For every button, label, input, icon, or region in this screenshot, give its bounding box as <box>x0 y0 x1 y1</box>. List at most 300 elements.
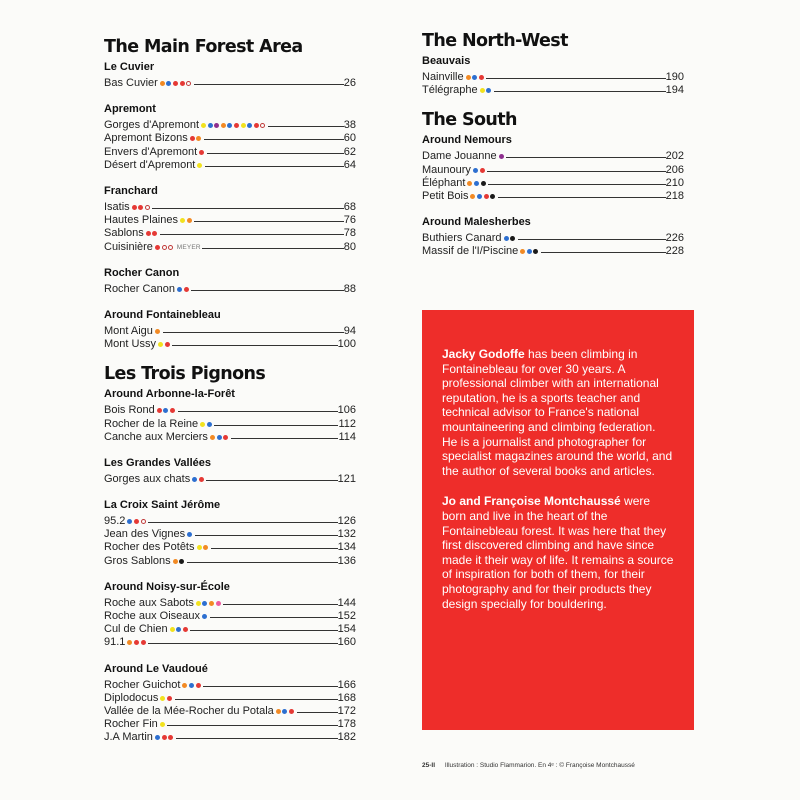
section-the-main-forest-area <box>104 36 356 351</box>
toc-entry <box>104 718 356 731</box>
page-number: 166 <box>337 678 356 691</box>
entry-name: Rocher Canon <box>104 282 175 295</box>
page-number: 144 <box>337 596 356 609</box>
leader-line <box>152 208 343 209</box>
circuit-dot-orange <box>203 545 208 550</box>
circuit-dot-yellow <box>160 696 165 701</box>
entry-name: Maunoury <box>422 163 471 176</box>
circuit-dot-red <box>146 231 151 236</box>
leader-line <box>148 643 337 644</box>
difficulty-dots <box>201 123 267 128</box>
page-number: 62 <box>343 145 356 158</box>
difficulty-dots <box>210 435 230 440</box>
circuit-dot-yellow <box>197 163 202 168</box>
entry-name: Bas Cuvier <box>104 77 158 90</box>
toc-entry <box>422 164 684 177</box>
difficulty-dots <box>197 545 210 550</box>
difficulty-dots <box>202 614 209 619</box>
difficulty-dots <box>127 640 147 645</box>
circuit-dot-yellow <box>160 722 165 727</box>
circuit-dot-yellow <box>158 342 163 347</box>
bio-text-godoffe: has been climbing in Fontainebleau for over 30 years. A professional climber with an international reputation, he is a sports teacher and technical advisor to France's national mountaineering and climbing federation. He is a journalist and photographer for specialist magazines around the world, and the author of several books and articles. <box>442 347 673 478</box>
circuit-dot-red <box>254 123 259 128</box>
toc-entry <box>104 159 356 172</box>
bio-name-godoffe: Jacky Godoffe <box>442 347 525 361</box>
group-around-le-vaudoue <box>104 662 356 745</box>
group-title: Beauvais <box>422 55 471 67</box>
circuit-dot-yellow <box>241 123 246 128</box>
circuit-dot-orange <box>187 218 192 223</box>
group-title: Around Malesherbes <box>422 216 531 229</box>
leader-line <box>204 139 344 140</box>
leader-line <box>486 78 665 79</box>
leader-line <box>187 562 338 563</box>
difficulty-dots <box>132 205 152 210</box>
toc-entry <box>422 190 684 203</box>
entry-name: Cul de Chien <box>104 623 168 636</box>
difficulty-dots <box>158 342 171 347</box>
leader-line <box>190 630 337 631</box>
leader-line <box>487 171 666 172</box>
circuit-dot-yellow <box>480 88 485 93</box>
toc-entry <box>104 515 356 528</box>
leader-line <box>163 332 344 333</box>
circuit-dot-blue <box>477 194 482 199</box>
entry-name: Mont Ussy <box>104 338 156 351</box>
difficulty-dots <box>160 696 173 701</box>
toc-entry <box>104 473 356 486</box>
group-around-noisy-sur-ecole <box>104 580 356 650</box>
circuit-dot-red <box>183 627 188 632</box>
group-le-cuvier <box>104 60 356 90</box>
page-number: 136 <box>337 554 356 567</box>
entry-name: Bois Rond <box>104 404 155 417</box>
page-number: 88 <box>343 282 356 295</box>
entry-name: Gorges d'Apremont <box>104 119 200 132</box>
group-around-fontainebleau <box>104 308 356 351</box>
leader-line <box>223 604 337 605</box>
difficulty-dots <box>192 477 205 482</box>
section-title: The South <box>422 110 517 131</box>
entry-name: Éléphant <box>422 176 466 189</box>
circuit-dot-blue <box>155 735 160 740</box>
difficulty-dots <box>173 559 186 564</box>
circuit-dot-orange <box>466 75 471 80</box>
page-number: 76 <box>343 214 356 227</box>
toc-entry <box>104 431 356 444</box>
leader-line <box>205 166 344 167</box>
section-title: The North-West <box>422 31 568 51</box>
circuit-dot-yellow <box>200 422 205 427</box>
circuit-dot-red <box>199 150 204 155</box>
circuit-dot-red <box>223 435 228 440</box>
page-number: 202 <box>665 150 684 163</box>
toc-entry <box>422 232 684 245</box>
circuit-dot-blue <box>282 709 287 714</box>
page-number: 106 <box>337 404 356 417</box>
circuit-dot-yellow <box>201 123 206 128</box>
entry-name: Petit Bois <box>422 190 469 203</box>
toc-entry <box>104 679 356 692</box>
entry-name: 91.1 <box>104 636 126 649</box>
circuit-dot-blue <box>127 519 132 524</box>
page-number: 194 <box>665 84 684 97</box>
group-title: Le Cuvier <box>104 61 155 73</box>
difficulty-dots <box>157 408 177 413</box>
leader-line <box>167 725 337 726</box>
toc-entry <box>422 84 684 97</box>
page-number: 154 <box>337 623 356 636</box>
entry-name: Désert d'Apremont <box>104 158 196 171</box>
circuit-dot-blue <box>227 123 232 128</box>
circuit-dot-blue <box>486 88 491 93</box>
leader-line <box>297 712 338 713</box>
footer-credit: Illustration : Studio Flammarion. En 4ᵉ : © Françoise Montchaussé <box>444 762 635 769</box>
leader-line <box>211 548 338 549</box>
section-the-south <box>422 109 684 258</box>
circuit-dot-red <box>173 81 178 86</box>
section-the-north-west <box>422 30 684 97</box>
toc-entry <box>104 528 356 541</box>
group-title: Around Fontainebleau <box>104 308 221 321</box>
difficulty-dots <box>155 735 175 740</box>
page-number: 228 <box>665 245 684 258</box>
group-beauvais <box>422 54 684 97</box>
entry-name: Jean des Vignes <box>104 528 186 541</box>
circuit-dot-black <box>179 559 184 564</box>
circuit-dot-orange <box>127 640 132 645</box>
entry-name: Canche aux Merciers <box>104 430 208 443</box>
leader-line <box>172 345 337 346</box>
circuit-dot-orange <box>196 136 201 141</box>
leader-line <box>498 197 666 198</box>
group-title: Apremont <box>104 103 156 116</box>
page-number: 190 <box>665 71 684 84</box>
entry-name: Roche aux Sabots <box>104 596 194 609</box>
circuit-dot-outline <box>260 123 265 128</box>
circuit-dot-orange <box>221 123 226 128</box>
toc-entry <box>104 610 356 623</box>
difficulty-dots <box>190 136 203 141</box>
leader-line <box>203 686 337 687</box>
circuit-dot-red <box>152 231 157 236</box>
entry-name: Vallée de la Mée-Rocher du Potala <box>104 704 274 717</box>
circuit-dot-blue <box>166 81 171 86</box>
toc-entry <box>104 214 356 227</box>
difficulty-dots <box>466 75 486 80</box>
leader-line <box>194 84 344 85</box>
circuit-dot-outline <box>141 519 146 524</box>
page-number: 121 <box>337 472 356 485</box>
circuit-dot-blue <box>189 683 194 688</box>
difficulty-dots <box>520 249 540 254</box>
difficulty-dots <box>470 194 496 199</box>
leader-line <box>148 522 337 523</box>
entry-name: Gros Sablons <box>104 554 171 567</box>
group-around-malesherbes <box>422 215 684 258</box>
circuit-dot-red <box>162 735 167 740</box>
toc-entry <box>422 177 684 190</box>
toc-entry <box>104 541 356 554</box>
toc-entry <box>104 705 356 718</box>
circuit-dot-red <box>167 696 172 701</box>
circuit-dot-red <box>234 123 239 128</box>
entry-name: Massif de l'I/Piscine <box>422 245 519 258</box>
circuit-dot-outline <box>186 81 191 86</box>
leader-line <box>175 699 338 700</box>
right-column <box>422 30 684 271</box>
leader-line <box>518 239 666 240</box>
entry-name: Isatis <box>104 201 130 214</box>
group-title: Around Noisy-sur-École <box>104 580 230 593</box>
difficulty-dots <box>196 601 222 606</box>
circuit-dot-red <box>132 205 137 210</box>
circuit-dot-red <box>480 168 485 173</box>
circuit-dot-blue <box>177 287 182 292</box>
circuit-dot-red <box>484 194 489 199</box>
leader-line <box>202 248 344 249</box>
difficulty-dots <box>127 519 147 524</box>
page-number: 112 <box>338 417 356 430</box>
circuit-dot-outline <box>145 205 150 210</box>
circuit-dot-red <box>196 683 201 688</box>
difficulty-dots <box>155 329 162 334</box>
difficulty-dots <box>473 168 486 173</box>
toc-entry <box>104 201 356 214</box>
circuit-dot-blue <box>192 477 197 482</box>
section-title: Les Trois Pignons <box>104 364 266 385</box>
circuit-dot-black <box>490 194 495 199</box>
toc-entry <box>104 636 356 649</box>
circuit-dot-red <box>134 519 139 524</box>
toc-entry <box>104 283 356 296</box>
circuit-dot-purple <box>214 123 219 128</box>
toc-entry <box>422 71 684 84</box>
author-bio-panel <box>422 310 694 730</box>
page-number: 134 <box>337 541 356 554</box>
circuit-dot-black <box>533 249 538 254</box>
circuit-dot-orange <box>276 709 281 714</box>
page-number: 78 <box>343 227 356 240</box>
circuit-dot-orange <box>182 683 187 688</box>
circuit-dot-red <box>138 205 143 210</box>
leader-line <box>541 252 666 253</box>
circuit-dot-outline <box>168 245 173 250</box>
circuit-dot-red <box>165 342 170 347</box>
circuit-dot-red <box>479 75 484 80</box>
circuit-dot-blue <box>247 123 252 128</box>
circuit-dot-blue <box>187 532 192 537</box>
page-number: 38 <box>343 119 356 132</box>
group-rocher-canon <box>104 266 356 296</box>
page-number: 26 <box>343 77 356 90</box>
page-footer <box>422 762 635 769</box>
difficulty-dots <box>177 287 190 292</box>
toc-entry <box>104 692 356 705</box>
difficulty-dots <box>480 88 493 93</box>
difficulty-dots <box>499 154 506 159</box>
entry-name: 95.2 <box>104 515 126 528</box>
entry-name: Buthiers Canard <box>422 232 502 245</box>
left-column <box>104 36 356 756</box>
difficulty-dots <box>182 683 202 688</box>
circuit-dot-red <box>184 287 189 292</box>
group-title: La Croix Saint Jérôme <box>104 499 221 511</box>
group-title: Rocher Canon <box>104 266 180 279</box>
difficulty-dots <box>197 163 204 168</box>
entry-name: Apremont Bizons <box>104 132 188 145</box>
entry-name: Rocher Guichot <box>104 678 181 691</box>
toc-entry <box>104 77 356 90</box>
leader-line <box>160 234 344 235</box>
page-number: 60 <box>343 132 356 145</box>
circuit-dot-red <box>289 709 294 714</box>
circuit-dot-pink <box>216 601 221 606</box>
bio-name-montchausse: Jo and Françoise Montchaussé <box>442 494 621 509</box>
circuit-dot-blue <box>202 614 207 619</box>
entry-name: Rocher de la Reine <box>104 417 199 430</box>
page-number: 132 <box>337 528 356 541</box>
group-title: Around Arbonne-la-Forêt <box>104 388 235 401</box>
page-number: 226 <box>665 232 684 245</box>
toc-entry <box>104 146 356 159</box>
group-around-arbonne-la-foret <box>104 387 356 444</box>
footer-page-number: 25-II <box>422 762 436 769</box>
page-number: 94 <box>343 324 356 337</box>
difficulty-dots <box>276 709 296 714</box>
page-number: 168 <box>337 691 356 704</box>
toc-entry <box>104 404 356 417</box>
circuit-dot-blue <box>527 249 532 254</box>
circuit-dot-blue <box>163 408 168 413</box>
difficulty-dots <box>187 532 194 537</box>
circuit-dot-yellow <box>196 601 201 606</box>
entry-name: Roche aux Oiseaux <box>104 610 200 623</box>
circuit-dot-red <box>180 81 185 86</box>
bio-text-montchausse: were born and live in the heart of the Fontainebleau forest. It was here that they first discovered climbing and have since made it their way of life. It remains a source of inspiration for both of them, for their photography and for their products they design specially for bouldering. <box>442 494 674 611</box>
difficulty-dots <box>504 236 517 241</box>
circuit-dot-orange <box>155 329 160 334</box>
circuit-dot-blue <box>472 75 477 80</box>
circuit-dot-red <box>155 245 160 250</box>
circuit-dot-outline <box>162 245 167 250</box>
entry-name: Nainville <box>422 71 464 84</box>
leader-line <box>214 425 338 426</box>
circuit-dot-blue <box>504 236 509 241</box>
circuit-dot-purple <box>499 154 504 159</box>
toc-entry <box>422 245 684 258</box>
circuit-dot-blue <box>473 168 478 173</box>
page-number: 210 <box>665 176 684 189</box>
group-title: Around Nemours <box>422 134 512 147</box>
leader-line <box>178 411 338 412</box>
entry-name: J.A Martin <box>104 731 153 744</box>
entry-name: Mont Aigu <box>104 324 153 337</box>
section-les-trois-pignons <box>104 363 356 744</box>
group-title: Around Le Vaudoué <box>104 662 208 675</box>
circuit-dot-red <box>134 640 139 645</box>
toc-entry <box>104 623 356 636</box>
difficulty-dots <box>160 722 167 727</box>
circuit-dot-orange <box>520 249 525 254</box>
entry-name: Diplodocus <box>104 691 159 704</box>
toc-entry <box>104 597 356 610</box>
difficulty-dots <box>199 150 206 155</box>
circuit-dot-red <box>170 408 175 413</box>
circuit-dot-blue <box>217 435 222 440</box>
circuit-dot-red <box>157 408 162 413</box>
entry-name: Sablons <box>104 227 144 240</box>
group-around-nemours <box>422 133 684 203</box>
bio-paragraph-godoffe <box>442 347 674 478</box>
circuit-dot-red <box>168 735 173 740</box>
entry-name: Cuisinière <box>104 240 153 253</box>
leader-line <box>506 157 665 158</box>
entry-name: Télégraphe <box>422 84 478 97</box>
entry-name: Envers d'Apremont <box>104 145 198 158</box>
group-les-grandes-vallees <box>104 456 356 486</box>
toc-entry <box>104 731 356 744</box>
leader-line <box>268 126 344 127</box>
page-number: 126 <box>337 515 356 528</box>
leader-line <box>488 184 665 185</box>
entry-name: Rocher Fin <box>104 718 158 731</box>
group-title: Les Grandes Vallées <box>104 456 212 469</box>
circuit-dot-orange <box>467 181 472 186</box>
group-la-croix-saint-jerome <box>104 498 356 568</box>
circuit-dot-red <box>190 136 195 141</box>
page-number: 80 <box>343 240 356 253</box>
page-number: 182 <box>337 731 356 744</box>
page-number: 178 <box>337 718 356 731</box>
toc-entry <box>104 241 356 254</box>
difficulty-dots <box>170 627 190 632</box>
leader-line <box>210 617 338 618</box>
section-title: The Main Forest Area <box>104 37 303 57</box>
page-number: 114 <box>338 430 356 443</box>
circuit-dot-orange <box>209 601 214 606</box>
page-number: 64 <box>343 158 356 171</box>
circuit-dot-blue <box>207 422 212 427</box>
entry-name: Rocher des Potêts <box>104 541 195 554</box>
group-apremont <box>104 102 356 172</box>
entry-name: Gorges aux chats <box>104 472 191 485</box>
circuit-dot-yellow <box>197 545 202 550</box>
toc-entry <box>104 555 356 568</box>
leader-line <box>207 153 344 154</box>
page-number: 100 <box>337 338 356 351</box>
circuit-dot-yellow <box>170 627 175 632</box>
circuit-dot-red <box>199 477 204 482</box>
toc-entry <box>104 119 356 132</box>
circuit-dot-blue <box>202 601 207 606</box>
difficulty-dots <box>146 231 159 236</box>
toc-entry <box>104 227 356 240</box>
page-number: 160 <box>337 636 356 649</box>
circuit-dot-red <box>141 640 146 645</box>
circuit-dot-black <box>481 181 486 186</box>
page-number: 68 <box>343 201 356 214</box>
leader-line <box>191 290 344 291</box>
bio-paragraph-montchausse <box>442 494 674 611</box>
circuit-dot-orange <box>173 559 178 564</box>
entry-name: Hautes Plaines <box>104 214 178 227</box>
leader-line <box>176 738 338 739</box>
toc-entry <box>104 338 356 351</box>
circuit-dot-blue <box>474 181 479 186</box>
toc-entry <box>104 132 356 145</box>
difficulty-dots <box>160 81 193 86</box>
